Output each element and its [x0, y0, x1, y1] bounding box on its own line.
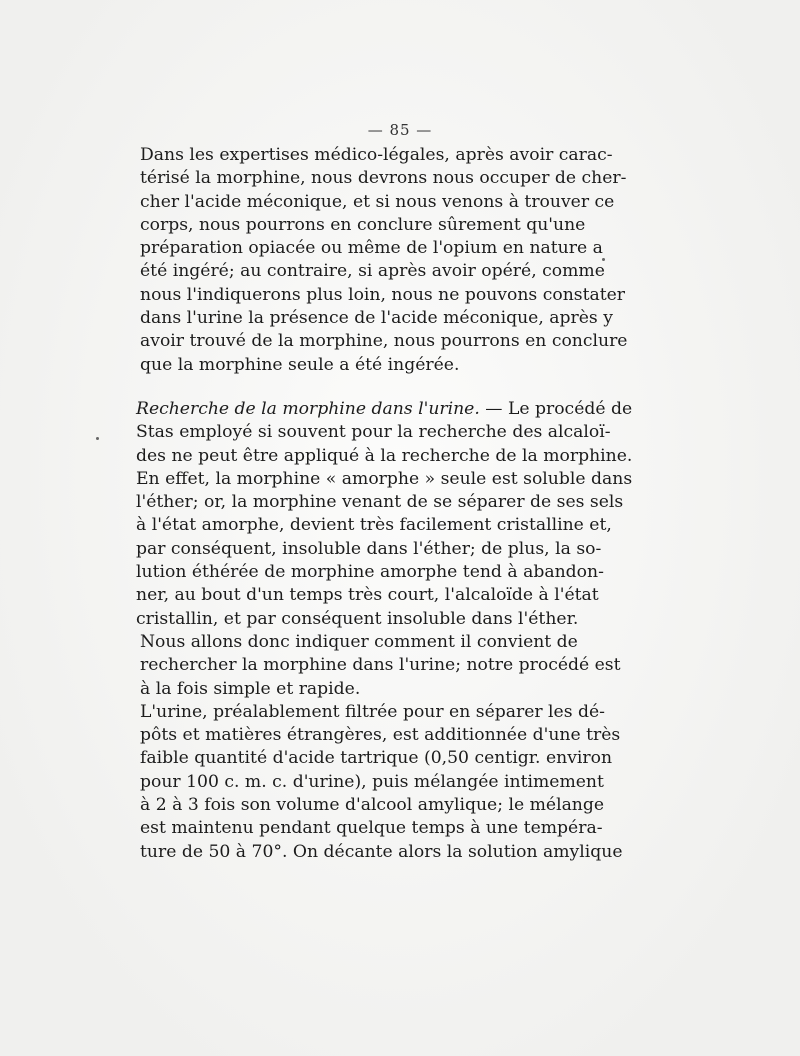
text-line: est maintenu pendant quelque temps à une tempéra- [140, 818, 603, 839]
text-line: faible quantité d'acide tartrique (0,50 centigr. environ [140, 748, 613, 769]
text-line: cristallin, et par conséquent insoluble dans l'éther. [136, 608, 579, 629]
text-line: été ingéré; au contraire, si après avoir opéré, comme [140, 261, 605, 282]
text-line: pôts et matières étrangères, est additionnée d'une très [140, 725, 621, 746]
text-line: En effet, la morphine « amorphe » seule est soluble dans [136, 468, 633, 489]
text-line: térisé la morphine, nous devrons nous occuper de cher- [140, 168, 627, 189]
text-line: par conséquent, insoluble dans l'éther; de plus, la so- [136, 538, 602, 559]
ink-speck [96, 437, 99, 440]
text-line: cher l'acide méconique, et si nous venons à trouver ce [140, 191, 615, 212]
text-line: l'éther; or, la morphine venant de se séparer de ses sels [136, 492, 624, 513]
paragraph-2 [116, 398, 633, 631]
text-line: corps, nous pourrons en conclure sûrement qu'une [140, 214, 586, 235]
text-line: Dans les expertises médico-légales, après avoir carac- [140, 145, 613, 165]
text-line: que la morphine seule a été ingérée. [140, 354, 460, 375]
text-line: Stas employé si souvent pour la recherche des alcaloï- [136, 422, 611, 443]
text-line: rechercher la morphine dans l'urine; notre procédé est [140, 655, 621, 676]
text-line: préparation opiacée ou même de l'opium en nature a [140, 238, 603, 259]
body-text [116, 144, 633, 864]
text-line: des ne peut être appliqué à la recherche de la morphine. [136, 445, 633, 466]
text-line: lution éthérée de morphine amorphe tend à abandon- [136, 562, 604, 583]
text-line: à la fois simple et rapide. [140, 678, 361, 699]
paragraph-3 [116, 631, 621, 701]
text-fragment: — Le procédé de [485, 398, 633, 419]
text-line: L'urine, préalablement filtrée pour en séparer les dé- [140, 701, 605, 722]
text-line: Nous allons donc indiquer comment il convient de [140, 631, 578, 652]
text-line: à 2 à 3 fois son volume d'alcool amylique; le mélange [140, 795, 605, 816]
text-line [116, 398, 633, 421]
paragraph-1 [116, 144, 628, 377]
text-line: pour 100 c. m. c. d'urine), puis mélangée intimement [140, 771, 604, 792]
text-line: ture de 50 à 70°. On décante alors la solution amylique [140, 841, 623, 862]
paragraph-4 [116, 701, 623, 864]
text-line: dans l'urine la présence de l'acide méconique, après y [140, 308, 613, 329]
text-line: avoir trouvé de la morphine, nous pourrons en conclure [140, 331, 628, 352]
text-line: nous l'indiquerons plus loin, nous ne pouvons constater [140, 284, 626, 305]
section-heading: Recherche de la morphine dans l'urine. [136, 398, 480, 419]
ink-speck [602, 258, 605, 261]
page-number: — 85 — [367, 121, 433, 139]
text-line: à l'état amorphe, devient très facilement cristalline et, [136, 515, 612, 536]
text-line: ner, au bout d'un temps très court, l'alcaloïde à l'état [136, 585, 599, 606]
